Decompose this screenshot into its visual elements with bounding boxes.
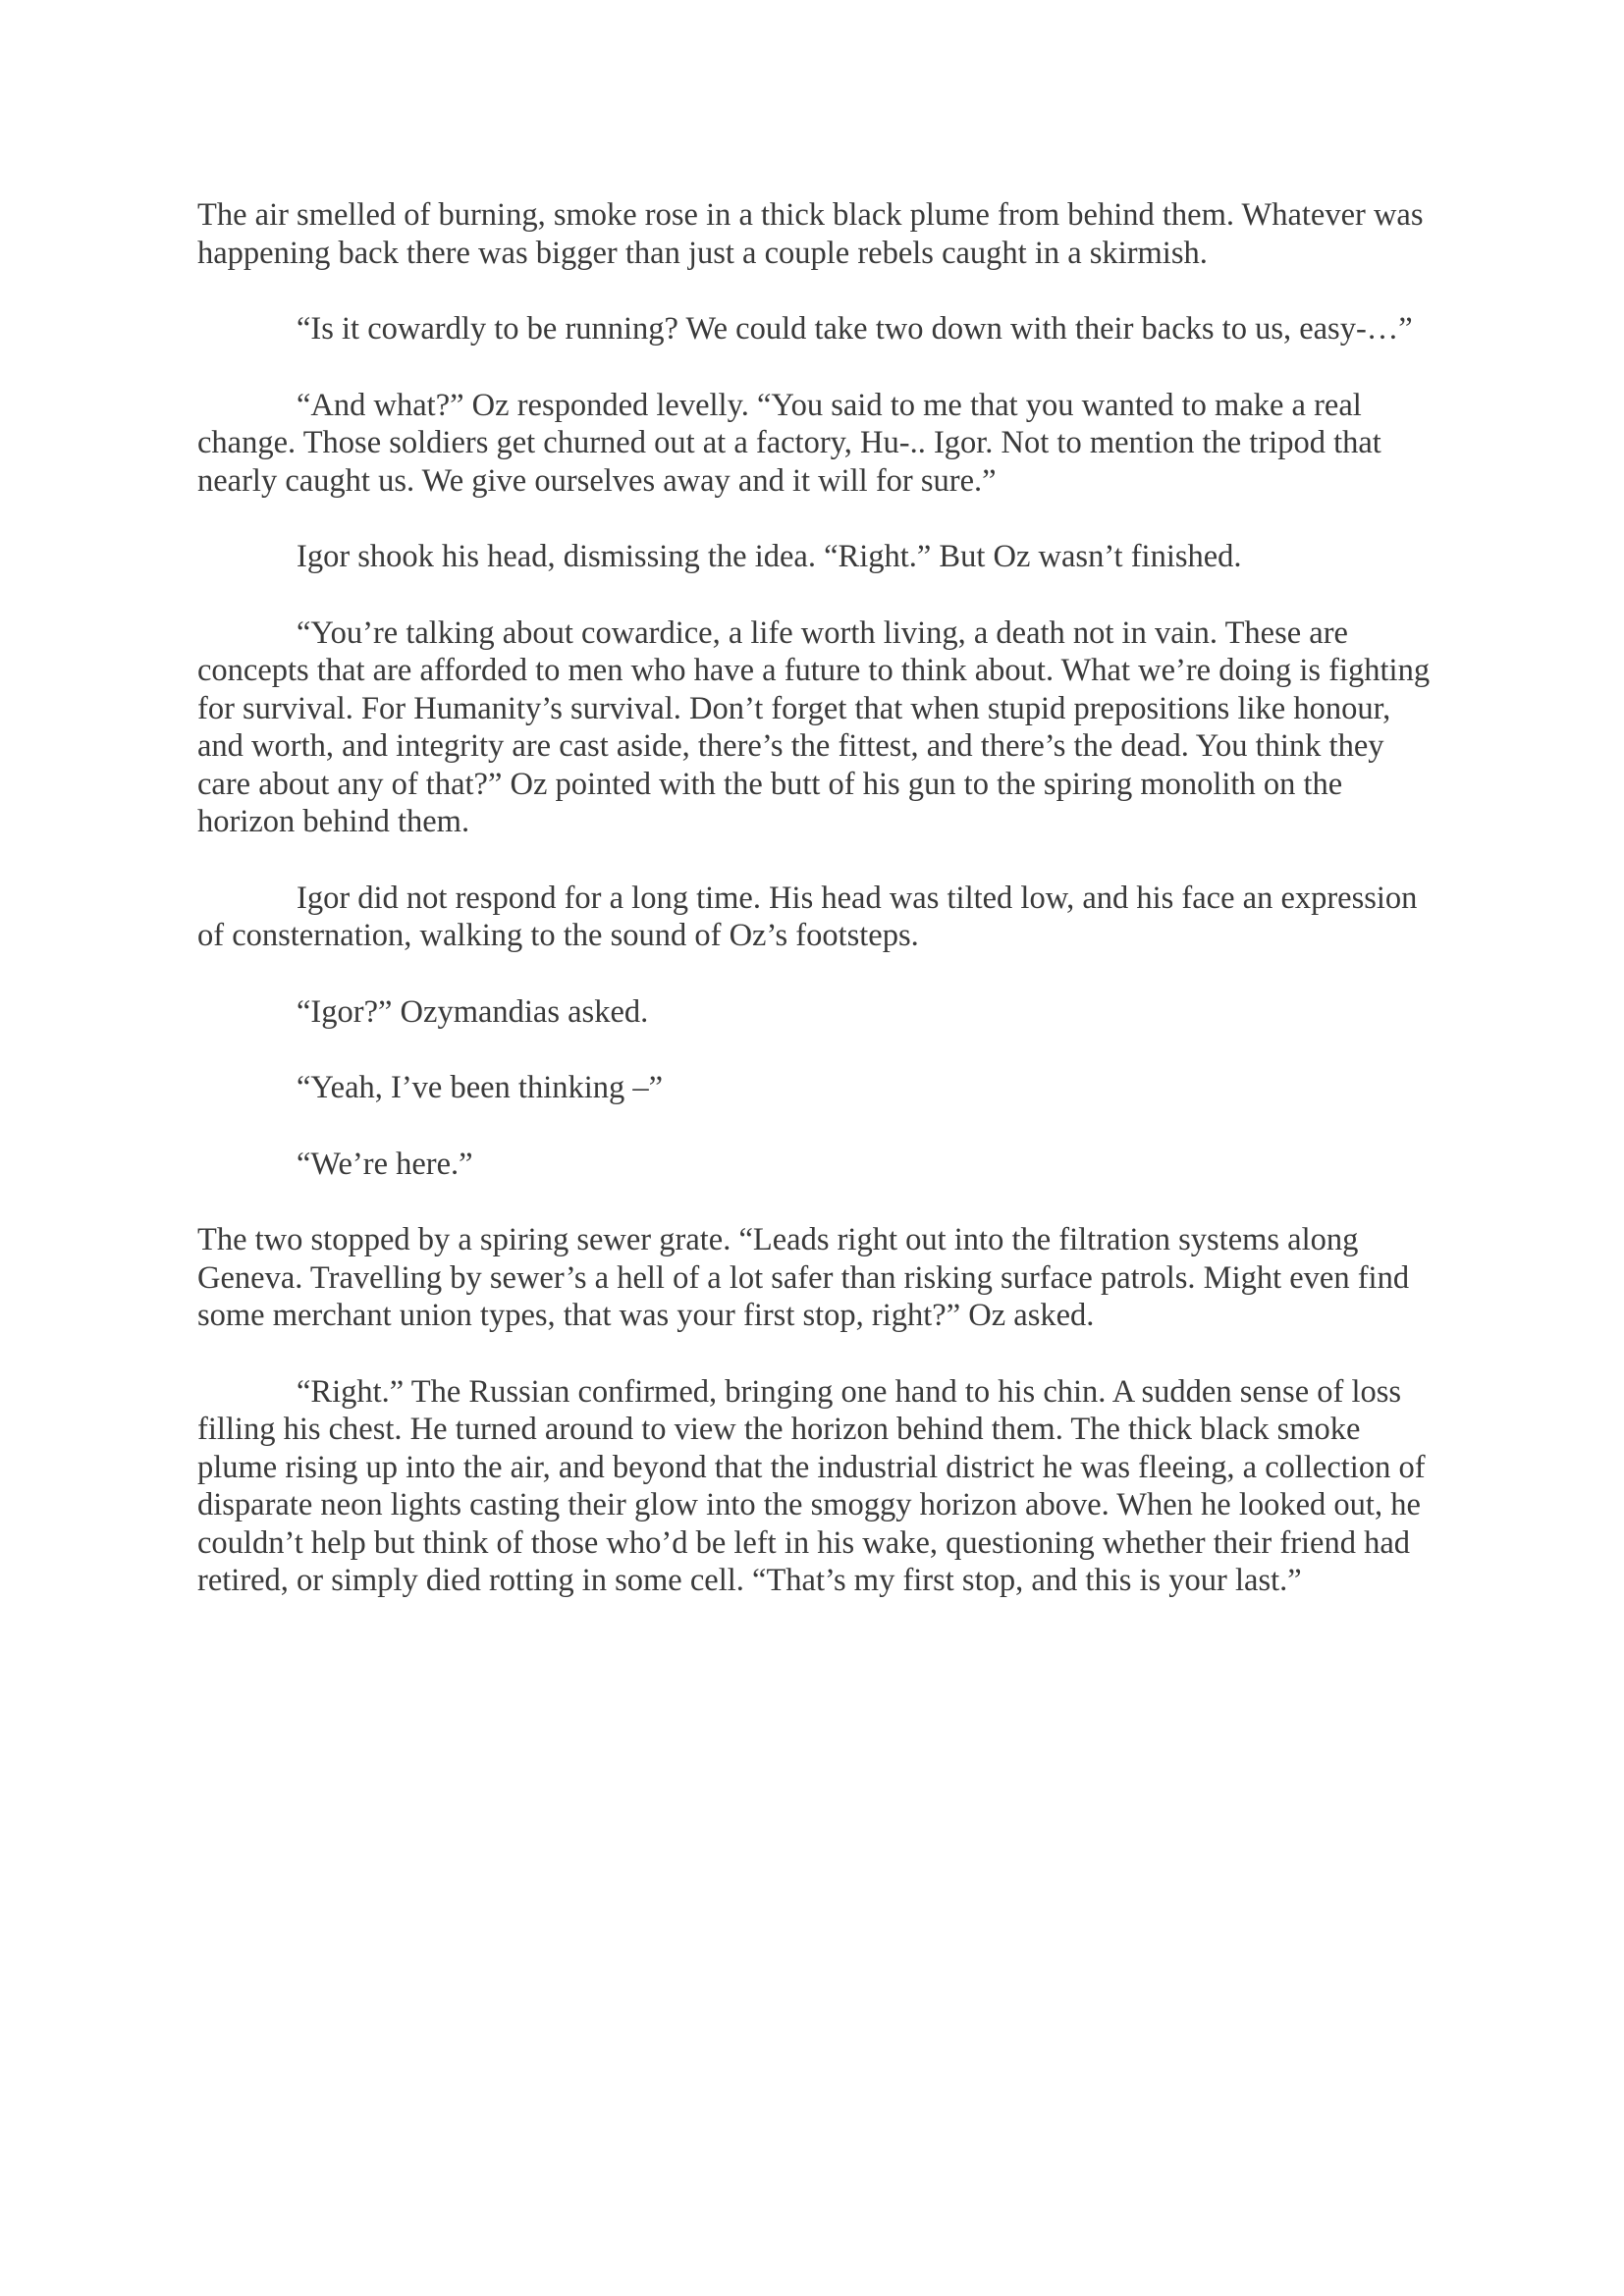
paragraph-4: Igor shook his head, dismissing the idea. “Right.” But Oz wasn’t finished. (297, 539, 1242, 574)
paragraph-5: “You’re talking about cowardice, a life worth living, a death not in vain. These are concepts that are afforded to men who have a future to think about. What we’re doing is fighting for survival. For Humanity’s survival. Don’t forget that when stupid prepositions like honour, and worth, and integrity are cast aside, there’s the fittest, and there’s the dead. You think they care about any of that?” Oz pointed with the butt of his gun to the spiring monolith on the horizon behind them. (197, 614, 1431, 839)
paragraph-1: The air smelled of burning, smoke rose in a thick black plume from behind them. Whatever was happening back there was bigger than just a couple rebels caught in a skirmish. (197, 197, 1424, 271)
paragraph-7: “Igor?” Ozymandias asked. (297, 993, 649, 1030)
paragraph-9: “We’re here.” (297, 1146, 473, 1182)
paragraph-6: Igor did not respond for a long time. His head was tilted low, and his face an expression of consternation, walking to the sound of Oz’s footsteps. (197, 880, 1418, 953)
paragraph-8: “Yeah, I’ve been thinking –” (297, 1070, 664, 1105)
paragraph-11: “Right.” The Russian confirmed, bringing one hand to his chin. A sudden sense of loss filling his chest. He turned around to view the horizon behind them. The thick black smoke plume rising up into the air, and beyond that the industrial district he was fleeing, a collection of disparate neon lights casting their glow into the smoggy horizon above. When he looked out, he couldn’t help but think of those who’d be left in his wake, questioning whether their friend had retired, or simply died rotting in some cell. “That’s my first stop, and this is your last.” (197, 1373, 1426, 1598)
paragraph-3: “And what?” Oz responded levelly. “You said to me that you wanted to make a real change. Those soldiers get churned out at a factory, Hu-.. Igor. Not to mention the tripod that nearly caught us. We give ourselves away and it will for sure.” (197, 387, 1381, 499)
paragraph-10: The two stopped by a spiring sewer grate. “Leads right out into the filtration systems along Geneva. Travelling by sewer’s a hell of a lot safer than risking surface patrols. Might even find some merchant union types, that was your first stop, right?” Oz asked. (197, 1222, 1410, 1333)
document-body (197, 196, 1436, 1638)
paragraph-2: “Is it cowardly to be running? We could take two down with their backs to us, easy-…” (297, 311, 1413, 347)
